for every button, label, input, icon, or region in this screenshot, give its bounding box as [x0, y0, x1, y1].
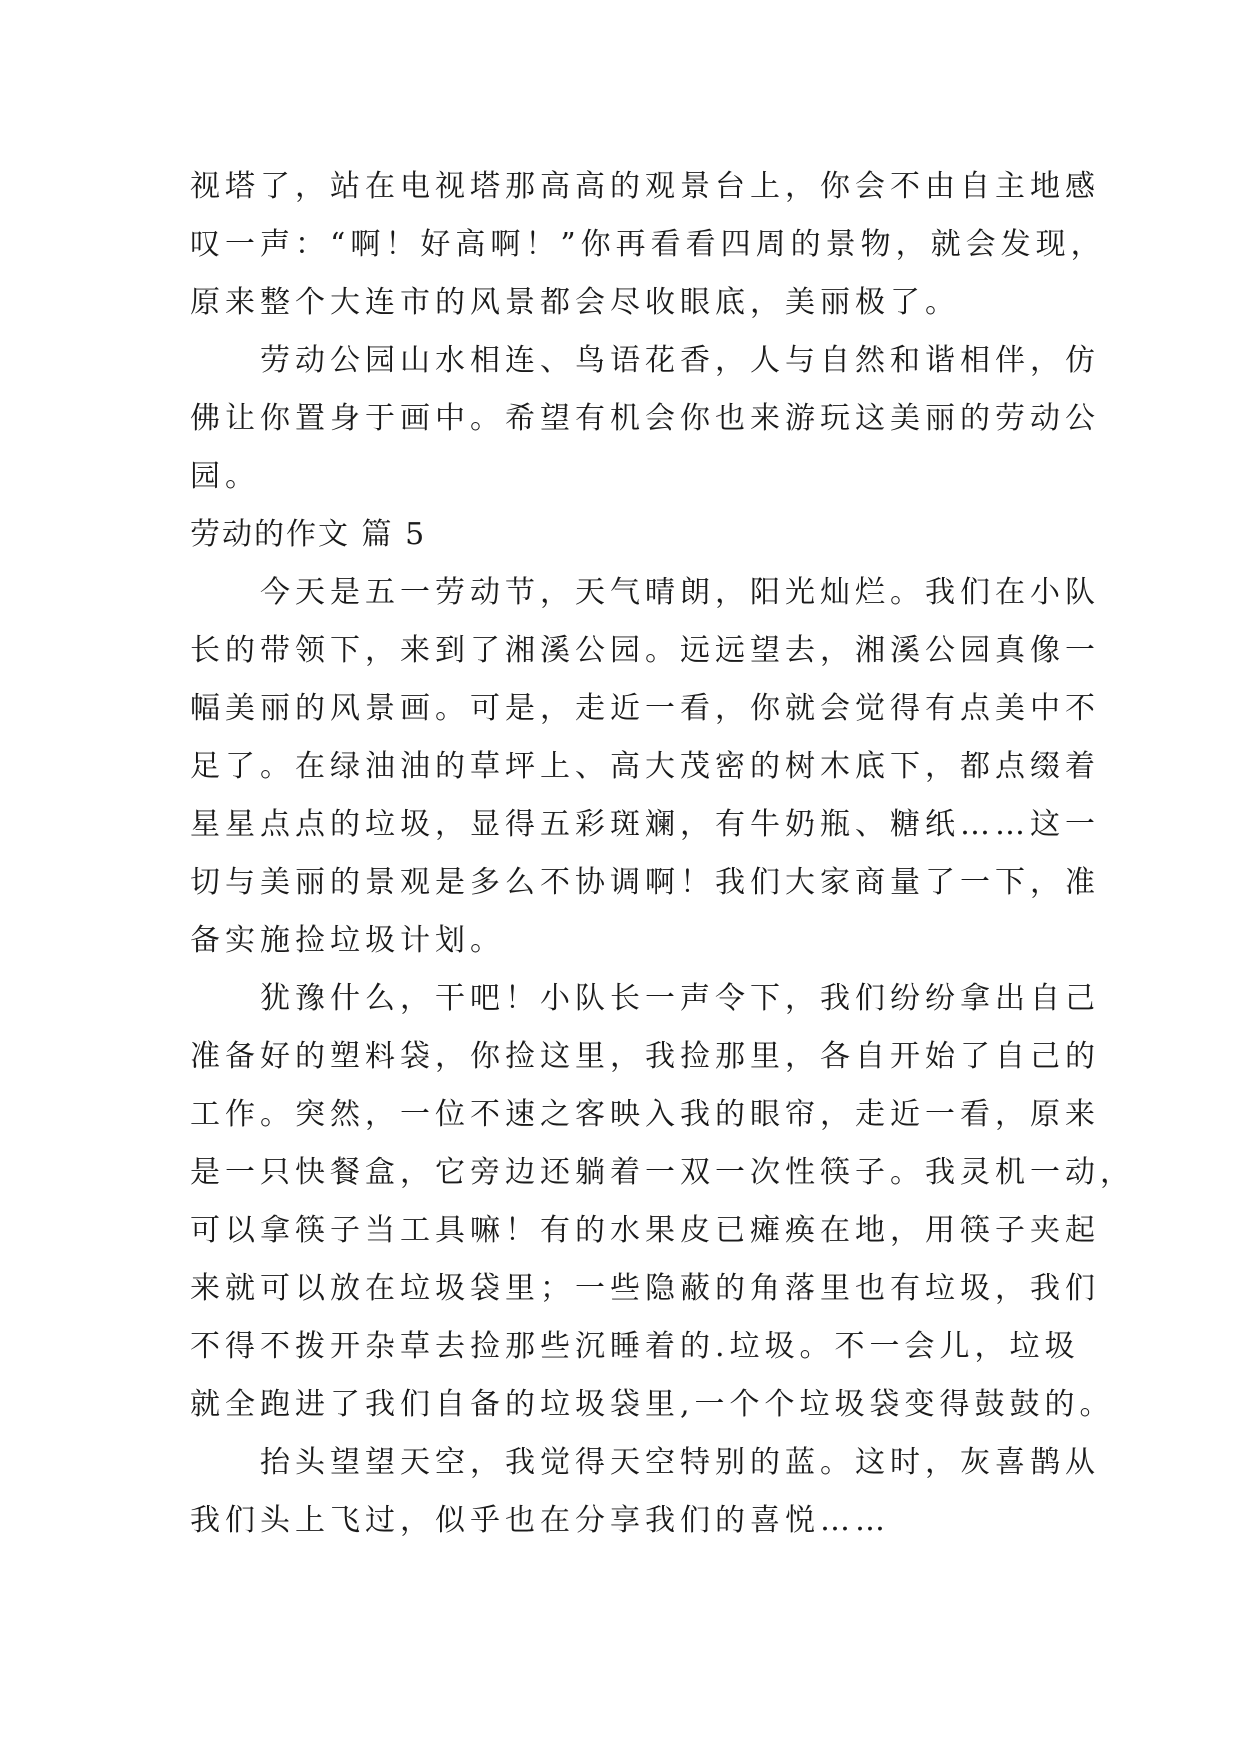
text-line: 足了。在绿油油的草坪上、高大茂密的树木底下，都点缀着 — [190, 749, 1100, 784]
text-line: 来就可以放在垃圾袋里；一些隐蔽的角落里也有垃圾，我们 — [190, 1271, 1100, 1306]
text-line: 切与美丽的景观是多么不协调啊！我们大家商量了一下，准 — [190, 865, 1100, 900]
document-page — [190, 158, 1135, 1550]
text-line: 不得不拨开杂草去捡那些沉睡着的.垃圾。不一会儿，垃圾 — [190, 1329, 1080, 1364]
section-title: 劳动的作文 篇 5 — [190, 517, 427, 552]
text-line: 幅美丽的风景画。可是，走近一看，你就会觉得有点美中不 — [190, 691, 1100, 726]
text-line: 就全跑进了我们自备的垃圾袋里,一个个垃圾袋变得鼓鼓的。 — [190, 1387, 1115, 1422]
text-line: 工作。突然，一位不速之客映入我的眼帘，走近一看，原来 — [190, 1097, 1100, 1132]
text-line: 备实施捡垃圾计划。 — [190, 923, 505, 958]
text-line: 星星点点的垃圾，显得五彩斑斓，有牛奶瓶、糖纸……这一 — [190, 807, 1100, 842]
text-line: 长的带领下，来到了湘溪公园。远远望去，湘溪公园真像一 — [190, 633, 1100, 668]
paragraph-start-line: 今天是五一劳动节，天气晴朗，阳光灿烂。我们在小队 — [260, 575, 1100, 610]
text-line: 叹一声：“啊！好高啊！”你再看看四周的景物，就会发现， — [190, 227, 1106, 262]
paragraph-start-line: 犹豫什么，干吧！小队长一声令下，我们纷纷拿出自己 — [260, 981, 1100, 1016]
text-line: 园。 — [190, 459, 260, 494]
text-line: 佛让你置身于画中。希望有机会你也来游玩这美丽的劳动公 — [190, 401, 1100, 436]
paragraph-start-line: 抬头望望天空，我觉得天空特别的蓝。这时，灰喜鹊从 — [260, 1445, 1100, 1480]
text-line: 是一只快餐盒，它旁边还躺着一双一次性筷子。我灵机一动， — [190, 1155, 1135, 1190]
text-line: 准备好的塑料袋，你捡这里，我捡那里，各自开始了自己的 — [190, 1039, 1100, 1074]
text-line: 视塔了，站在电视塔那高高的观景台上，你会不由自主地感 — [190, 169, 1100, 204]
text-line: 可以拿筷子当工具嘛！有的水果皮已瘫痪在地，用筷子夹起 — [190, 1213, 1100, 1248]
text-line: 我们头上飞过，似乎也在分享我们的喜悦…… — [190, 1503, 890, 1538]
paragraph-start-line: 劳动公园山水相连、鸟语花香，人与自然和谐相伴，仿 — [260, 343, 1100, 378]
text-line: 原来整个大连市的风景都会尽收眼底，美丽极了。 — [190, 285, 960, 320]
